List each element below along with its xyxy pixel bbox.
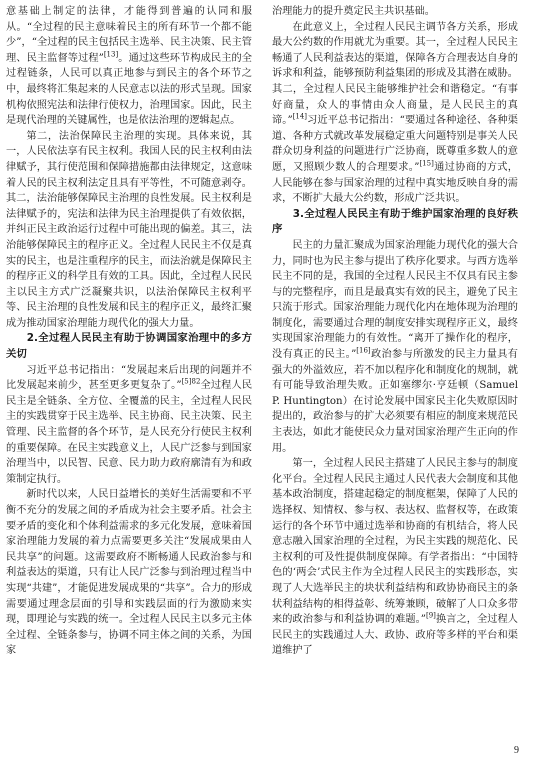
citation: [9] xyxy=(426,611,436,620)
paragraph: 民主的力量汇聚成为国家治理能力现代化的强大合力，同时也为民主参与提出了秩序化要求。与西方选举民主不同的是，我国的全过程人民民主不仅具有民主参与的完整程序，而且是最真实有效的民主，避免了民主只流于形式。国家治理能力现代化内在地体现为治理的制度化，需要通过合理的制度安排实现程序正义，最终实现国家治理能力的有效性。“离开了操作化的程序，没有真正的民主。”[16]政治参与所激发的民主力量具有强大的外溢效应，若不加以程序化和制度化的规制，就有可能导致治理失败。正如塞缪尔·亨廷顿（Samuel P. Huntington）在讨论发展中国家民主化失败原因时提出的，政治参与的扩大必须要有相应的制度来规范民主表达，如此才能使民众力量对国家治理产生正向的作用。 xyxy=(272,239,518,454)
section-heading: 2.全过程人民民主有助于协调国家治理中的多方关切 xyxy=(6,332,252,361)
paragraph: 习近平总书记指出：“发展起来后出现的问题并不比发展起来前少，甚至更多更复杂了。”$^{[5]82}$全过程人民民主是全链条、全方位、全覆盖的民主，全过程人民民主的实践贯穿于民主选举、民主协商、民主决策、民主管理、民主监督的各个环节，是人民充分行使民主权利的重要保障。在民主实践意义上，人民广泛参与到国家治理当中，以民智、民意、民力助力政府廓清有为和政策制定执行。 xyxy=(6,364,253,485)
citation: [5]82 xyxy=(181,377,201,386)
paragraph: 新时代以来，人民日益增长的美好生活需要和不平衡不充分的发展之间的矛盾成为社会主要矛盾。社会主要矛盾的变化和个体利益需求的多元化发展，意味着国家治理能力发展的着力点需要更多关注“发展成果由人民共享”的问题。这需要政府不断畅通人民政治参与和利益表达的渠道，只有让人民广泛参与到治理过程当中实现“共建”，才能促进发展成果的“共享”。合力的形成需要通过理念层面的引导和实践层面的行为激励来实现，即理论与实践的统一。全过程人民民主以多元主体全过程、全链条参与，协调不同主体之间的关系，为国家 xyxy=(6,489,252,657)
citation: [15] xyxy=(419,159,434,168)
page-number: 9 xyxy=(514,745,519,756)
paragraph: 第二，法治保障民主治理的实现。具体来说，其一，人民依法享有民主权利。我国人民的民主权利由法律赋予，其行使范围和保障措施都由法律规定，这意味着人民的民主权利法定且具有平等性，不可随意剥夺。其二，法治能够保障民主治理的良性发展。民主权利是法律赋予的，宪法和法律为民主治理提供了有效依据，并纠正民主政治运行过程中可能出现的偏差。其三，法治能够保障民主的程序正义。全过程人民民主不仅是真实的民主，也是注重程序的民主，而法治就是保障民主的程序正义的科学且有效的工具。因此，全过程人民民主以民主方式广泛凝聚共识，以法治保障民主权利平等、民主治理的良性发展和民主的程序正义，最终汇聚成为推动国家治理能力现代化的强大力量。 xyxy=(6,130,252,329)
citation: [13] xyxy=(103,50,119,59)
citation: [16] xyxy=(356,346,371,355)
right-column xyxy=(272,4,518,659)
citation: [14] xyxy=(292,112,308,121)
left-column xyxy=(6,4,252,659)
section-heading: 3.全过程人民民主有助于维护国家治理的良好秩序 xyxy=(272,207,518,236)
paragraph: 在此意义上，全过程人民民主调节各方关系，形成最大公约数的作用就尤为重要。其一，全过程人民民主畅通了人民利益表达的渠道，保障各方合理表达自身的诉求和利益，能够预防利益集团的形成及其潜在威胁。其二，全过程人民民主能够维护社会和谐稳定。“有事好商量，众人的事情由众人商量，是人民民主的真谛。”[14]习近平总书记指出：“要通过各种途径、各种渠道、各种方式就改革发展稳定重大问题特别是事关人民群众切身利益的问题进行广泛协商，既尊重多数人的意愿，又照顾少数人的合理要求。”[15]通过协商的方式，人民能够在参与国家治理的过程中真实地反映自身的需求，不断扩大最大公约数，形成广泛共识。 xyxy=(272,21,518,205)
paragraph: 意基础上制定的法律，才能得到普遍的认同和服从。“全过程的民主意味着民主的所有环节一个都不能少”，“全过程的民主包括民主选举、民主决策、民主管理、民主监督等过程”[13]。通过这些环节构成民主的全过程链条，人民可以真正地参与到民主的各个环节之中，最终将汇集起来的人民意志以法的形式呈现。国家机构依照宪法和法律行使权力，治理国家。因此，民主是现代治理的关键属性，也是依法治理的逻辑起点。 xyxy=(6,6,252,127)
paragraph: 第一，全过程人民民主搭建了人民民主参与的制度化平台。全过程人民民主通过人民代表大会制度和其他基本政治制度，搭建起稳定的制度框架，保障了人民的选择权、知情权、参与权、表达权、监督权等，在政策运行的各个环节中通过选举和协商的有机结合，将人民意志融入国家治理的全过程，为民主实践的规范化、民主权利的可及性提供制度保障。有学者指出：“中国特色的‘两会’式民主作为全过程人民民主的实践形态，实现了人大选举民主的块状利益结构和政协协商民主的条状利益结构的相得益彰、统筹兼顾，破解了人口众多带来的政治参与和利益协调的难题。”[9]换言之，全过程人民民主的实践通过人大、政协、政府等多样的平台和渠道维护了 xyxy=(272,458,518,657)
paragraph: 治理能力的提升奠定民主共识基础。 xyxy=(272,6,435,17)
